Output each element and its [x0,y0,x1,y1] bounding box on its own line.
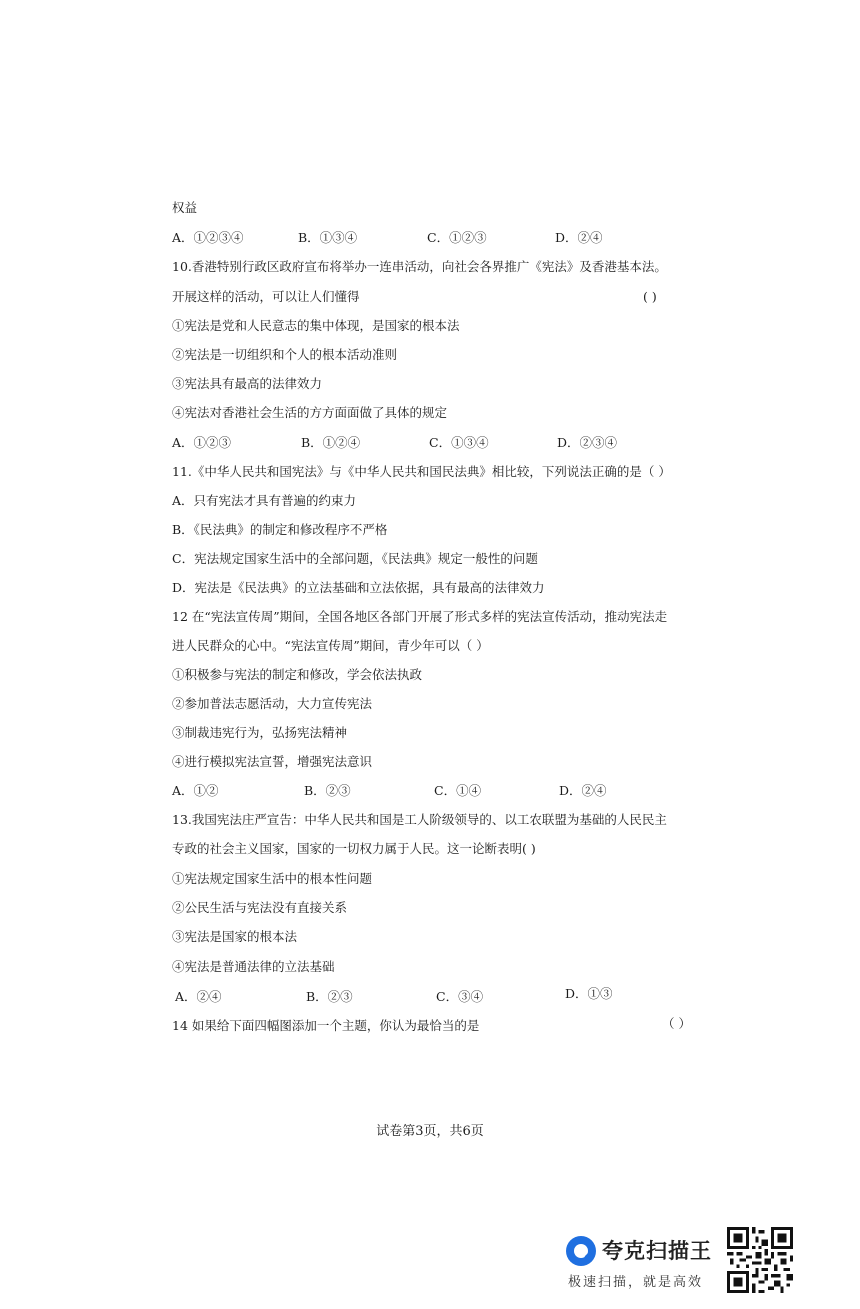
question-12-stem-cont: 进人民群众的心中。“宪法宣传周”期间，青少年可以（ ） [172,638,489,653]
brand-slogan: 极速扫描，就是高效 [568,1275,704,1290]
statement-2: ②宪法是一切组织和个人的根本活动准则 [172,347,398,362]
statement-4: ④宪法是普通法律的立法基础 [172,959,335,974]
question-13-stem-cont: 专政的社会主义国家，国家的一切权力属于人民。这一论断表明( ) [172,841,536,856]
option-a: A．①②③ [172,435,232,450]
qr-code-icon [727,1227,793,1293]
statement-1: ①积极参与宪法的制定和修改，学会依法执政 [172,667,423,682]
option-d: D．宪法是《民法典》的立法基础和立法依据，具有最高的法律效力 [172,580,545,595]
option-b: B．②③ [306,989,353,1004]
option-d: D．②③④ [557,435,618,450]
text-line: 权益 [172,200,198,215]
option-d: D．②④ [555,230,603,245]
option-a: A．②④ [175,989,222,1004]
statement-4: ④进行模拟宪法宣誓，增强宪法意识 [172,754,373,769]
statement-3: ③宪法是国家的根本法 [172,929,298,944]
option-a: A．①② [172,783,219,798]
option-c: C．①②③ [427,230,487,245]
page-footer: 试卷第3页，共6页 [376,1124,484,1139]
question-10-stem: 10.香港特别行政区政府宣布将举办一连串活动，向社会各界推广《宪法》及香港基本法。 [172,259,667,274]
question-13-stem: 13.我国宪法庄严宣告：中华人民共和国是工人阶级领导的、以工农联盟为基础的人民民主 [172,812,667,827]
option-b: B．①③④ [298,230,358,245]
statement-4: ④宪法对香港社会生活的方方面面做了具体的规定 [172,405,448,420]
option-a: A．只有宪法才具有普遍的约束力 [172,493,357,508]
option-c: C．宪法规定国家生活中的全部问题，《民法典》规定一般性的问题 [172,551,538,566]
option-a: A．①②③④ [172,230,244,245]
statement-2: ②参加普法志愿活动，大力宣传宪法 [172,696,373,711]
option-b: B．《民法典》的制定和修改程序不严格 [172,522,388,537]
option-c: C．③④ [436,989,484,1004]
statement-2: ②公民生活与宪法没有直接关系 [172,900,348,915]
statement-3: ③宪法具有最高的法律效力 [172,376,323,391]
question-10-stem-cont: 开展这样的活动，可以让人们懂得 [172,289,360,304]
option-d: D．①③ [565,986,613,1001]
option-b: B．②③ [304,783,351,798]
question-12-stem: 12 在“宪法宣传周”期间，全国各地区各部门开展了形式多样的宪法宣传活动，推动宪法走 [172,609,668,624]
answer-paren: （ ） [662,1016,691,1031]
answer-paren: ( ) [643,289,657,304]
option-d: D．②④ [559,783,607,798]
statement-1: ①宪法规定国家生活中的根本性问题 [172,871,373,886]
statement-1: ①宪法是党和人民意志的集中体现，是国家的根本法 [172,318,460,333]
quark-logo-icon [566,1236,596,1266]
statement-3: ③制裁违宪行为，弘扬宪法精神 [172,725,348,740]
brand-name: 夸克扫描王 [602,1239,712,1263]
option-c: C．①④ [434,783,482,798]
scanner-watermark [566,1233,726,1293]
option-c: C．①③④ [429,435,489,450]
question-11-stem: 11.《中华人民共和国宪法》与《中华人民共和国民法典》相比较，下列说法正确的是（ ） [172,464,671,479]
option-b: B．①②④ [301,435,361,450]
question-14-stem: 14 如果给下面四幅图添加一个主题，你认为最恰当的是 [172,1018,480,1033]
